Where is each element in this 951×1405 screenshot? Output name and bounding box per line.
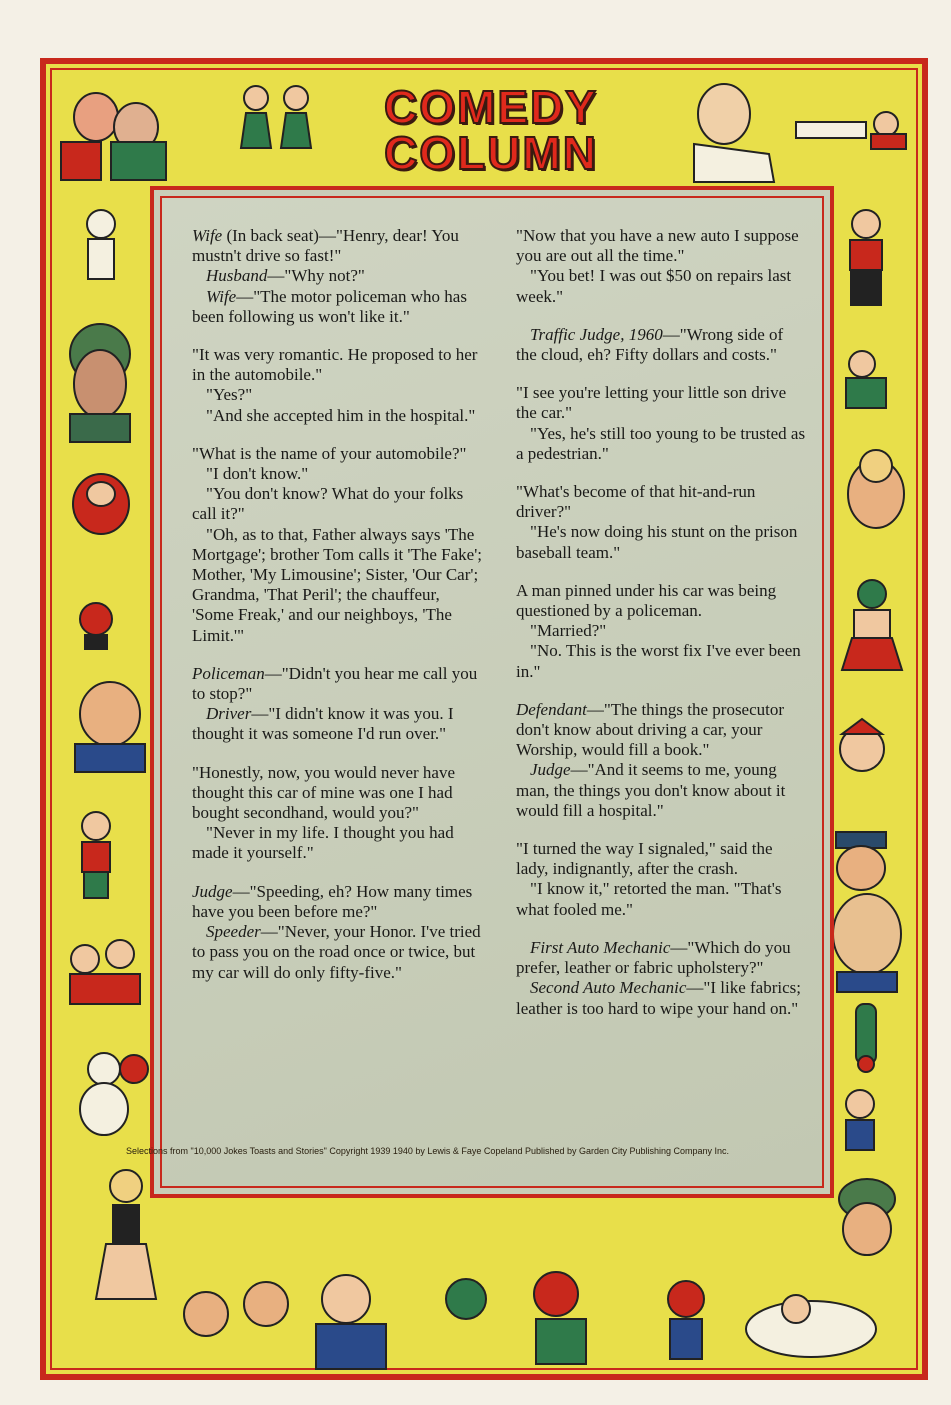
credits-line: Selections from "10,000 Jokes Toasts and Stories" Copyright 1939 1940 by Lewis & Faye Copeland Published by Garden City Publishing Company Inc. <box>126 1146 730 1156</box>
speaker-label: Judge <box>192 881 233 901</box>
joke-line: —"Never, your Honor. I've tried to pass you on the road once or twice, but my car will do only fifty-five." <box>192 922 481 982</box>
joke-item <box>192 444 482 646</box>
joke-line: "Honestly, now, you would never have thought this car of mine was one I had bought secondhand, would you?" <box>192 762 455 823</box>
cartoon-bottom-girl-icon <box>646 1274 726 1374</box>
cartoon-dancer-green-icon <box>832 574 912 674</box>
page-title <box>346 81 636 179</box>
speaker-label: Defendant <box>516 699 587 719</box>
joke-line: "I see you're letting your little son drive the car." <box>516 383 787 423</box>
cartoon-child-icon <box>76 204 126 294</box>
speaker-label: Wife <box>206 286 237 306</box>
joke-line: "Now that you have a new auto I suppose you are out all the time." <box>516 226 799 266</box>
title-line-2: COLUMN <box>384 127 598 179</box>
cartoon-bald-man-icon <box>822 884 912 994</box>
cartoon-lying-figure-icon <box>786 104 916 154</box>
comic-frame <box>40 58 928 1380</box>
speaker-label: Speeder <box>206 922 261 942</box>
cartoon-running-kid-icon <box>66 804 126 904</box>
joke-line: —"Wrong side of the cloud, eh? Fifty dollars and costs." <box>516 324 784 365</box>
joke-item <box>516 581 806 682</box>
speaker-label: First Auto Mechanic <box>530 937 671 957</box>
joke-line: "You don't know? What do your folks call it?" <box>192 484 464 524</box>
joke-item <box>192 664 482 745</box>
joke-line: A man pinned under his car was being questioned by a policeman. <box>516 580 777 621</box>
joke-line: "Yes?" <box>206 385 253 405</box>
speaker-label: Husband <box>206 266 268 286</box>
right-column <box>516 226 806 1037</box>
joke-item <box>192 882 482 983</box>
speaker-label: Policeman <box>192 663 265 683</box>
joke-item <box>516 839 806 920</box>
jokes-panel-inner <box>160 196 824 1188</box>
cartoon-bottom-bathtub-icon <box>736 1274 886 1364</box>
speaker-label: Second Auto Mechanic <box>530 978 687 998</box>
joke-line: —"The things the prosecutor don't know about driving a car, your Worship, would fill a book." <box>516 699 785 760</box>
joke-line: "What's become of that hit-and-run driver?" <box>516 482 756 522</box>
joke-line: "You bet! I was out $50 on repairs last week." <box>516 266 792 306</box>
joke-item <box>192 345 482 426</box>
joke-line: "Never in my life. I thought you had made it yourself." <box>192 823 454 863</box>
cartoon-bottom-men-icon <box>166 1274 416 1374</box>
joke-line: "Oh, as to that, Father always says 'The Mortgage'; brother Tom calls it 'The Fake'; Mother, 'My Limousine'; Sister, 'Our Car'; Grandma, 'That Peril'; the chauffeur, 'Some Freak,' and our neighboys, 'The Limit.'" <box>192 524 483 645</box>
joke-item <box>516 383 806 464</box>
cartoon-dancers-icon <box>226 78 326 158</box>
joke-line: "I know it," retorted the man. "That's what fooled me." <box>516 879 782 919</box>
cartoon-bottom-dwarfs-icon <box>426 1264 626 1374</box>
joke-line: —"Didn't you hear me call you to stop?" <box>192 663 478 704</box>
joke-line: —"And it seems to me, young man, the things you don't know about it would fill a hospital." <box>516 760 786 820</box>
joke-line: "I don't know." <box>206 464 309 484</box>
joke-line: "Married?" <box>530 621 607 641</box>
joke-item <box>516 226 806 307</box>
title-line-1: COMEDY <box>384 81 598 133</box>
joke-line: (In back seat)—"Henry, dear! You mustn't drive so fast!" <box>192 226 459 266</box>
jokes-panel <box>150 186 834 1198</box>
cartoon-soldier-icon <box>60 314 140 444</box>
joke-item <box>192 226 482 327</box>
cartoon-small-figure-icon <box>66 594 126 654</box>
speaker-label: Driver <box>206 704 252 724</box>
joke-line: —"I didn't know it was you. I thought it was someone I'd run over." <box>192 704 454 744</box>
cartoon-snowman-icon <box>64 1039 154 1139</box>
cartoon-helmet-soldier-icon <box>832 1174 902 1264</box>
joke-line: "He's now doing his stunt on the prison baseball team." <box>516 522 798 562</box>
joke-item <box>516 325 806 365</box>
cartoon-cactus-icon <box>836 994 896 1074</box>
joke-line: "Yes, he's still too young to be trusted as a pedestrian." <box>516 423 806 463</box>
speaker-label: Traffic Judge, 1960 <box>530 324 663 344</box>
joke-line: "What is the name of your automobile?" <box>192 443 467 463</box>
speaker-label: Judge <box>530 760 571 780</box>
joke-item <box>516 482 806 563</box>
cartoon-kids-group-icon <box>60 929 150 1009</box>
joke-line: —"Why not?" <box>267 266 365 286</box>
cartoon-redcap-kid-icon <box>832 714 892 794</box>
cartoon-man-pipe-icon <box>836 444 916 554</box>
cartoon-creature-icon <box>66 464 136 544</box>
cartoon-fat-man-icon <box>60 674 150 774</box>
left-column <box>192 226 482 1001</box>
joke-item <box>516 700 806 821</box>
cartoon-kid-crouching-icon <box>832 344 902 414</box>
speaker-label: Wife <box>192 226 223 245</box>
joke-line: "It was very romantic. He proposed to her in the automobile." <box>192 345 478 385</box>
cartoon-small-kid-icon <box>830 1084 890 1154</box>
joke-line: "And she accepted him in the hospital." <box>206 405 476 425</box>
joke-line: —"Which do you prefer, leather or fabric upholstery?" <box>516 937 791 978</box>
joke-line: —"The motor policeman who has been following us won't like it." <box>192 286 467 326</box>
cartoon-lady-seated-icon <box>826 204 906 314</box>
joke-line: "I turned the way I signaled," said the lady, indignantly, after the crash. <box>516 839 773 879</box>
joke-line: —"Speeding, eh? How many times have you been before me?" <box>192 881 473 921</box>
cartoon-couple-kiss-icon <box>56 72 176 182</box>
joke-item <box>192 763 482 864</box>
joke-line: "No. This is the worst fix I've ever been in." <box>516 641 801 681</box>
joke-item <box>516 938 806 1019</box>
cartoon-man-glasses-icon <box>684 74 784 184</box>
joke-line: —"I like fabrics; leather is too hard to wipe your hand on." <box>516 978 801 1018</box>
